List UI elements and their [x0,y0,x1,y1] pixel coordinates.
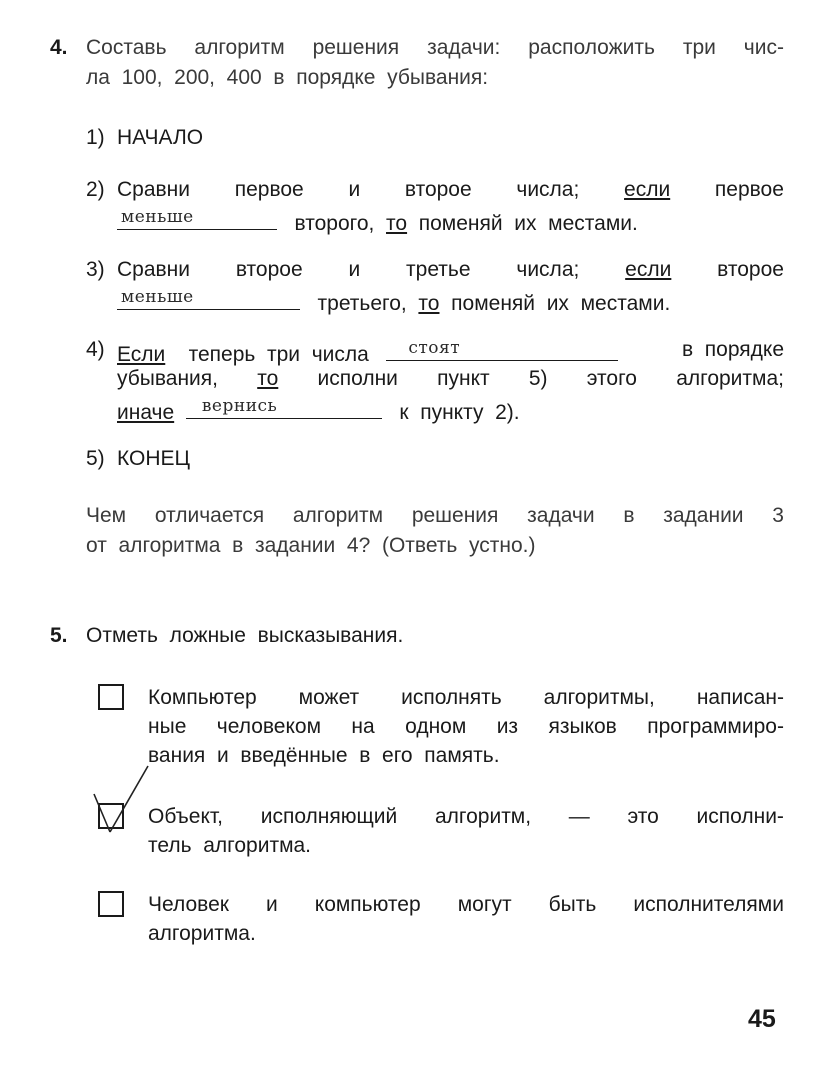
statement1-checkbox[interactable] [98,684,124,710]
step2-blank[interactable] [117,207,277,230]
task4-heading-line2: ла 100, 200, 400 в порядке убывания: [86,66,489,89]
step1-text: НАЧАЛО [117,126,204,149]
step4-handwritten-answer2: вернись [201,396,278,416]
step3-line2: меньше третьего, то поменяй их местами. [117,287,670,316]
step5-text: КОНЕЦ [117,447,191,470]
step3-line1: Сравни второе и третье числа; если второе [117,258,784,281]
if-keyword: если [624,178,671,201]
else-keyword: иначе [117,401,175,424]
step4-handwritten-answer1: стоят [408,338,461,358]
step3-handwritten-answer: меньше [121,287,194,307]
task4-heading-line1: Составь алгоритм решения задачи: расположить три чис- [86,36,784,59]
then-keyword: то [418,292,440,315]
statement3-line2: алгоритма. [148,922,256,945]
statement2-line1: Объект, исполняющий алгоритм, — это исполни- [148,805,784,828]
statement3-checkbox[interactable] [98,891,124,917]
task5-number: 5. [50,624,68,647]
step4-number: 4) [86,338,105,361]
statement1-line2: ные человеком на одном из языков программиро- [148,715,784,738]
step2-handwritten-answer: меньше [121,207,194,227]
task4-number: 4. [50,36,68,59]
statement2-line2: тель алгоритма. [148,834,312,857]
step4-line1: Если теперь три числа стоят в порядке [117,338,784,366]
step4-blank1[interactable] [386,338,618,361]
page-number: 45 [748,1005,776,1033]
task4-question-line2: от алгоритма в задании 4? (Ответь устно.) [86,534,536,557]
then-keyword: то [257,367,279,390]
step4-line3: иначе вернись к пункту 2). [117,396,520,424]
step2-line1: Сравни первое и второе числа; если первое [117,178,784,201]
then-keyword: то [386,212,408,235]
step1-number: 1) [86,126,105,149]
step3-number: 3) [86,258,105,281]
step3-blank[interactable] [117,287,300,310]
statement1-line3: вания и введённые в его память. [148,744,500,767]
step4-blank2[interactable] [186,396,382,419]
if-keyword: если [625,258,672,281]
step5-number: 5) [86,447,105,470]
statement1-line1: Компьютер может исполнять алгоритмы, написан- [148,686,784,709]
task5-title: Отметь ложные высказывания. [86,624,404,647]
statement3-line1: Человек и компьютер могут быть исполнителями [148,893,784,916]
if-keyword: Если [117,343,166,366]
step2-line2: меньше второго, то поменяй их местами. [117,207,638,236]
step2-number: 2) [86,178,105,201]
task4-question-line1: Чем отличается алгоритм решения задачи в задании 3 [86,504,784,527]
step4-line2: убывания, то исполни пункт 5) этого алгоритма; [117,367,784,390]
